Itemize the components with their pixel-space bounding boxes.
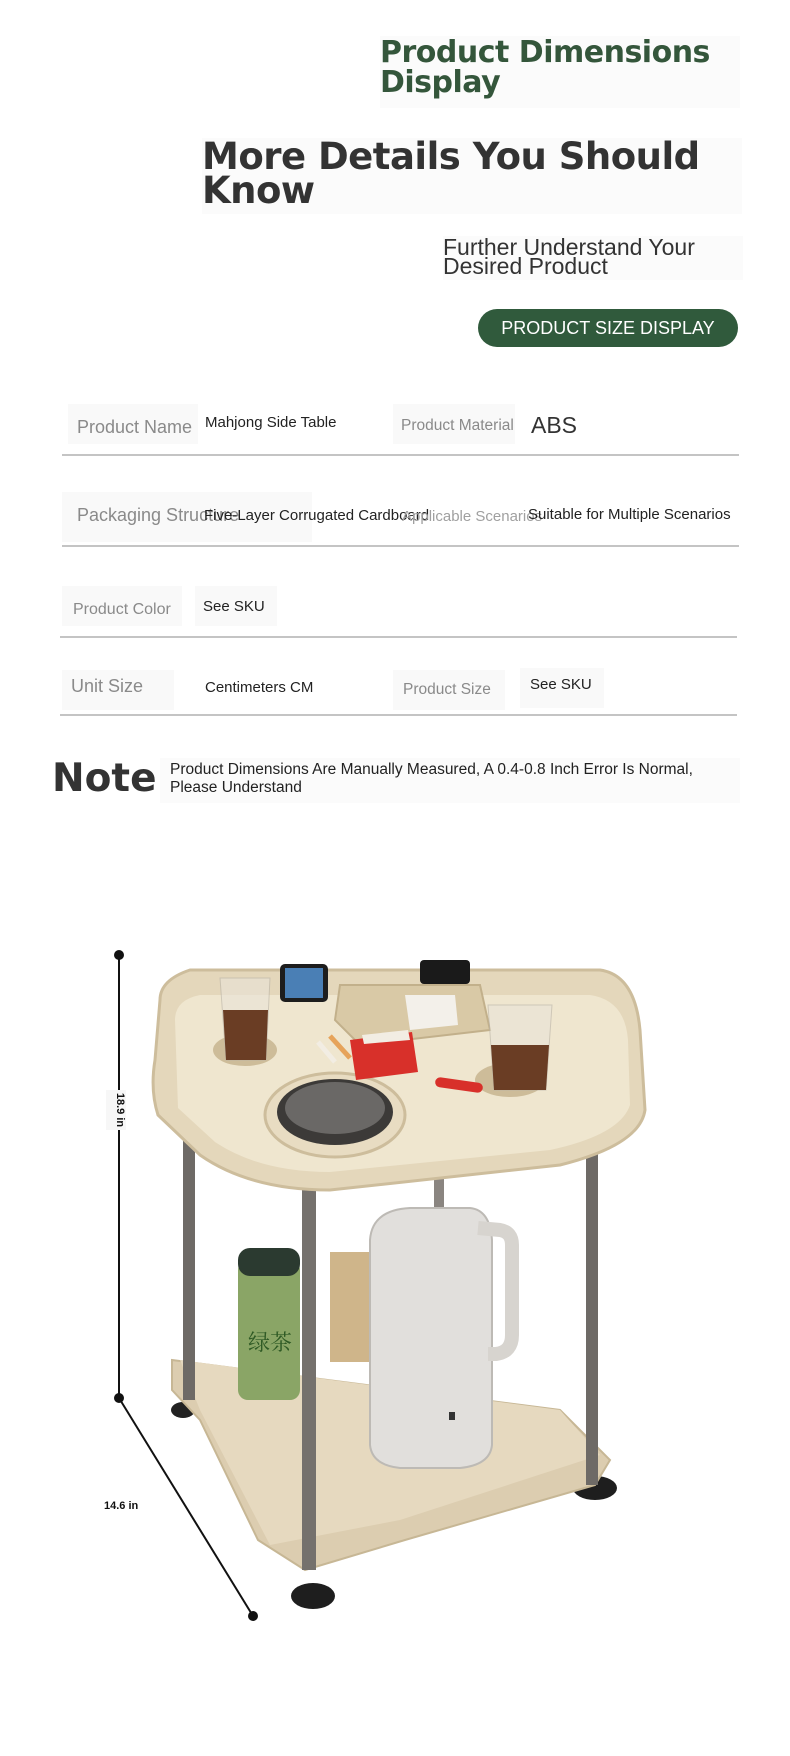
packaging-structure-value: Five-Layer Corrugated Cardboard [204,507,430,524]
product-color-value: See SKU [203,598,265,615]
page-title: Product Dimensions Display [380,36,740,108]
applicable-scenarios-label: Applicable Scenarios [402,508,543,525]
svg-text:绿茶: 绿茶 [247,1331,293,1356]
divider [60,636,737,638]
tagline-text: Further Understand Your Desired Product [443,236,743,280]
product-size-label: Product Size [403,681,491,698]
product-material-value: ABS [531,412,578,438]
product-size-display-button[interactable]: PRODUCT SIZE DISPLAY [478,309,738,347]
product-color-label: Product Color [73,601,171,618]
divider [62,454,739,456]
unit-size-label: Unit Size [71,676,144,696]
packaging-structure-label: Packaging Structure [77,505,240,525]
height-dimension-line [114,950,124,1403]
product-material-label: Product Material [401,417,514,434]
depth-dimension-label: 14.6 in [104,1500,139,1512]
product-image [0,940,790,1660]
height-dimension-label: 18.9 in [106,1090,126,1130]
divider [60,714,737,716]
product-size-value: See SKU [530,676,592,693]
note-title: Note [52,756,157,801]
unit-size-value: Centimeters CM [205,679,314,696]
details-heading: More Details You Should Know [202,138,742,214]
product-name-label: Product Name [77,417,193,437]
note-text: Product Dimensions Are Manually Measured, A 0.4-0.8 Inch Error Is Normal, Please Understand [160,758,740,803]
divider [62,545,739,547]
product-name-value: Mahjong Side Table [205,414,337,431]
applicable-scenarios-value: Suitable for Multiple Scenarios [528,506,731,523]
